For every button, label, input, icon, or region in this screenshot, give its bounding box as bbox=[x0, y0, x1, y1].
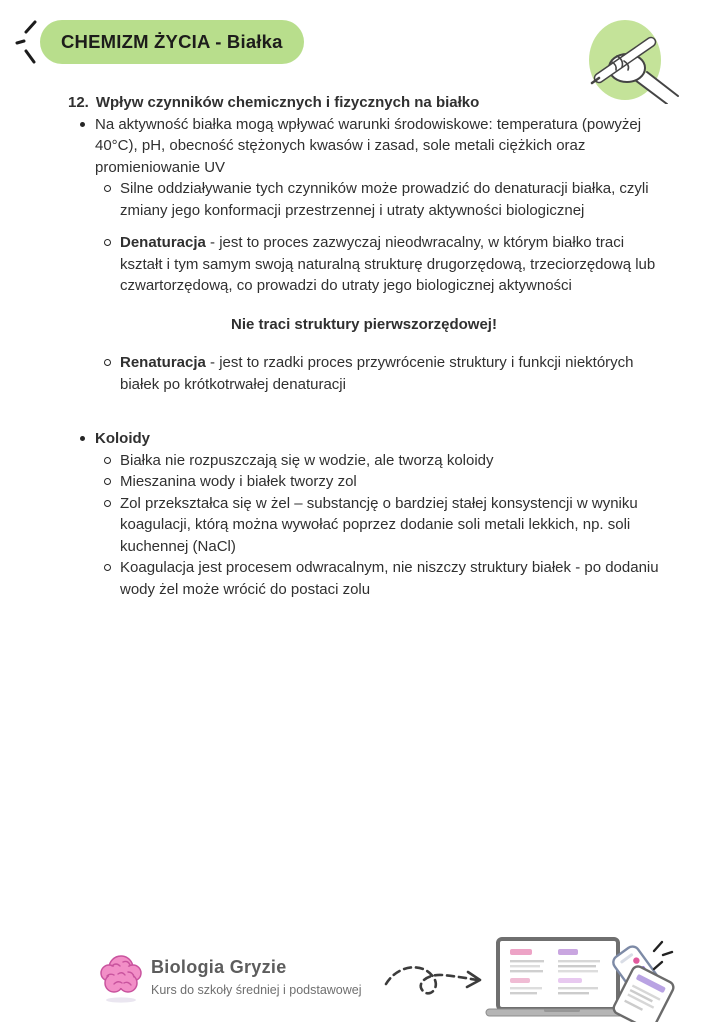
circle-bullet-icon bbox=[104, 500, 111, 507]
list-item-text: Zol przekształca się w żel – substancję o bardziej stałej konsystencji w wyniku koagulacji, którą można wywołać poprzez dodanie soli metali lekkich, np. soli kuchennej (NaCl) bbox=[120, 494, 638, 555]
term-renaturacja: Renaturacja bbox=[120, 354, 206, 371]
list-item bbox=[68, 232, 660, 297]
list-item bbox=[68, 557, 660, 600]
circle-bullet-icon bbox=[104, 478, 111, 485]
page-title: CHEMIZM ŻYCIA - Białka bbox=[40, 20, 304, 64]
notes-content bbox=[68, 92, 660, 600]
list-item-text: Na aktywność białka mogą wpływać warunki środowiskowe: temperatura (powyżej 40°C), pH, obecność stężonych kwasów i zasad, sole metali ciężkich oraz promieniowanie UV bbox=[95, 115, 642, 176]
circle-bullet-icon bbox=[104, 457, 111, 464]
bullet-icon bbox=[80, 122, 85, 127]
circle-bullet-icon bbox=[104, 564, 111, 571]
circle-bullet-icon bbox=[104, 185, 111, 192]
bullet-icon bbox=[80, 436, 85, 441]
term-denaturacja: Denaturacja bbox=[120, 234, 206, 251]
brand-block bbox=[151, 957, 362, 997]
callout-note: Nie traci struktury pierwszorzędowej! bbox=[231, 315, 497, 333]
brain-logo-icon bbox=[97, 950, 145, 1009]
devices-illustration-icon bbox=[484, 936, 682, 1023]
list-item bbox=[68, 352, 660, 395]
list-item bbox=[68, 471, 660, 493]
circle-bullet-icon bbox=[104, 239, 111, 246]
circle-bullet-icon bbox=[104, 359, 111, 366]
list-item-text: Koagulacja jest procesem odwracalnym, nie niszczy struktury białek - po dodaniu wody żel może wrócić do postaci zolu bbox=[120, 559, 659, 598]
definition-text: - jest to rzadki proces przywrócenie struktury i funkcji niektórych białek po krótkotrwałej denaturacji bbox=[120, 354, 634, 393]
koloidy-title: Koloidy bbox=[95, 430, 150, 447]
list-item bbox=[68, 178, 660, 221]
brand-tagline: Kurs do szkoły średniej i podstawowej bbox=[151, 983, 362, 997]
section-title: Wpływ czynników chemicznych i fizycznych na białko bbox=[95, 94, 480, 111]
list-item-text bbox=[120, 232, 660, 297]
list-item bbox=[68, 114, 660, 179]
section-number: 12. bbox=[68, 94, 89, 111]
definition-text: - jest to proces zazwyczaj nieodwracalny, w którym białko traci kształt i tym samym swoją naturalną strukturę drugorzędową, trzeciorzędową lub czwartorzędową, co prowadzi do utraty jego biologicznej aktywności bbox=[120, 234, 656, 294]
section-heading bbox=[68, 92, 660, 114]
list-item-text: Białka nie rozpuszczają się w wodzie, ale tworzą koloidy bbox=[120, 451, 494, 469]
curl-arrow-icon bbox=[382, 954, 488, 1015]
list-item bbox=[68, 450, 660, 472]
footer bbox=[0, 936, 720, 1023]
list-item-text bbox=[120, 352, 660, 395]
list-item-text: Mieszanina wody i białek tworzy zol bbox=[120, 473, 357, 490]
list-item bbox=[68, 428, 660, 450]
brand-name: Biologia Gryzie bbox=[151, 957, 287, 977]
list-item-text: Silne oddziaływanie tych czynników może prowadzić do denaturacji białka, czyli zmiany jego konformacji przestrzennej i utraty aktywności biologicznej bbox=[120, 180, 649, 219]
list-item bbox=[68, 493, 660, 558]
